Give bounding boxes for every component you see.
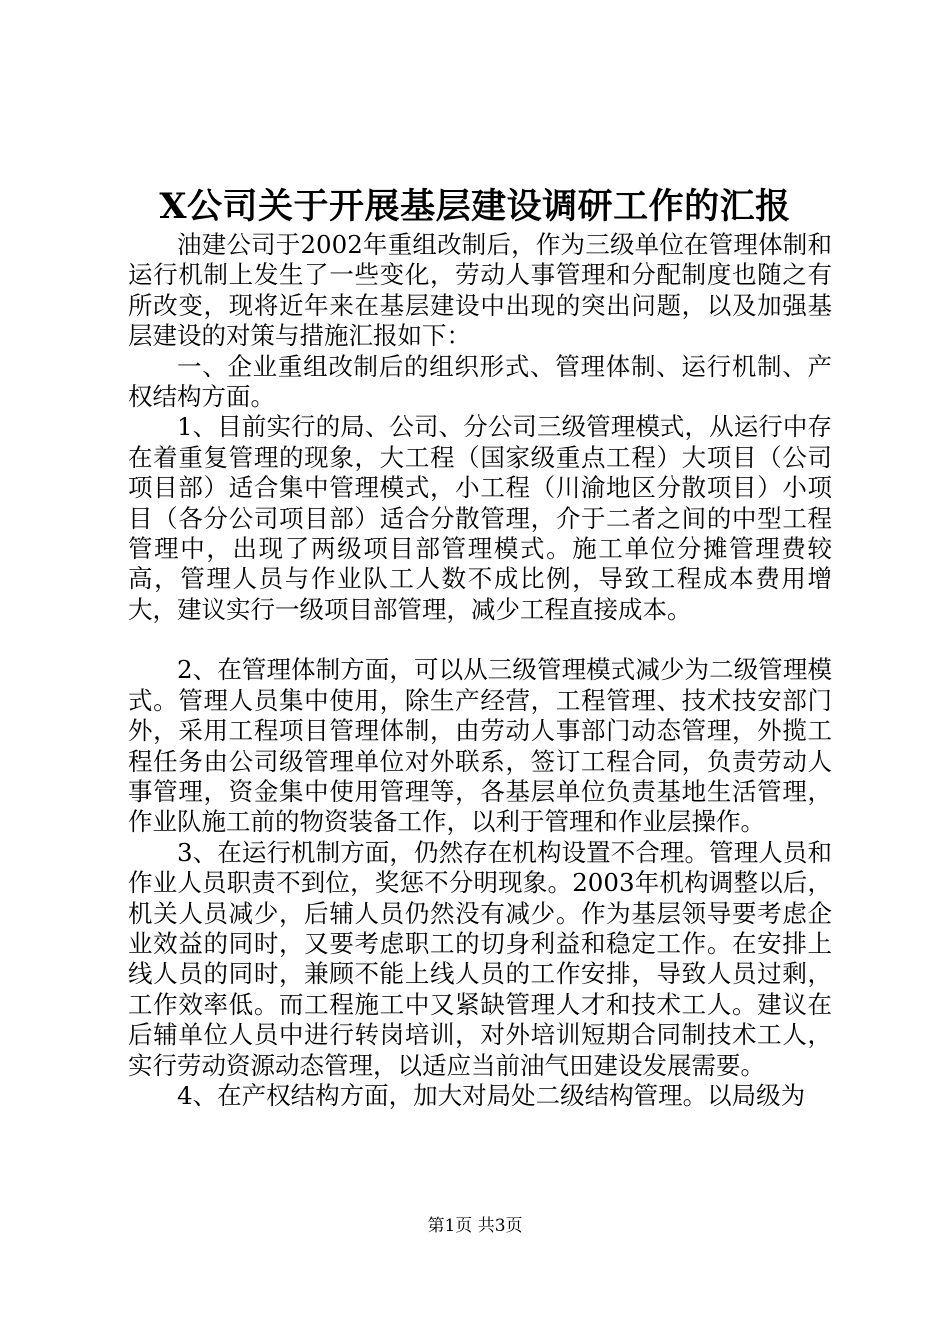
paragraph-intro: 油建公司于2002年重组改制后，作为三级单位在管理体制和运行机制上发生了一些变化，劳动人事管理和分配制度也随之有所改变，现将近年来在基层建设中出现的突出问题，以及加强基层建设的对策与措施汇报如下：: [128, 230, 832, 351]
paragraph-item-2: 2、在管理体制方面，可以从三级管理模式减少为二级管理模式。管理人员集中使用，除生产经营，工程管理、技术技安部门外，采用工程项目管理体制，由劳动人事部门动态管理，外揽工程任务由公司级管理单位对外联系，签订工程合同，负责劳动人事管理，资金集中使用管理等，各基层单位负责基地生活管理，作业队施工前的物资装备工作，以利于管理和作业层操作。: [128, 655, 832, 837]
document-title: X公司关于开展基层建设调研工作的汇报: [159, 186, 791, 227]
paragraph-section-heading: 一、企业重组改制后的组织形式、管理体制、运行机制、产权结构方面。: [128, 351, 832, 412]
page-number-footer: 第1页 共3页: [427, 1216, 523, 1236]
paragraph-item-3: 3、在运行机制方面，仍然存在机构设置不合理。管理人员和作业人员职责不到位，奖惩不分明现象。2003年机构调整以后，机关人员减少，后辅人员仍然没有减少。作为基层领导要考虑企业效益的同时，又要考虑职工的切身利益和稳定工作。在安排上线人员的同时，兼顾不能上线人员的工作安排，导致人员过剩，工作效率低。而工程施工中又紧缺管理人才和技术工人。建议在后辅单位人员中进行转岗培训，对外培训短期合同制技术工人，实行劳动资源动态管理，以适应当前油气田建设发展需要。: [128, 837, 832, 1080]
document-body: [128, 230, 832, 1111]
paragraph-item-1: 1、目前实行的局、公司、分公司三级管理模式，从运行中存在着重复管理的现象，大工程（国家级重点工程）大项目（公司项目部）适合集中管理模式，小工程（川渝地区分散项目）小项目（各分公司项目部）适合分散管理，介于二者之间的中型工程管理中，出现了两级项目部管理模式。施工单位分摊管理费较高，管理人员与作业队工人数不成比例，导致工程成本费用增大，建议实行一级项目部管理，减少工程直接成本。: [128, 412, 832, 624]
paragraph-item-4: 4、在产权结构方面，加大对局处二级结构管理。以局级为: [177, 1080, 806, 1110]
